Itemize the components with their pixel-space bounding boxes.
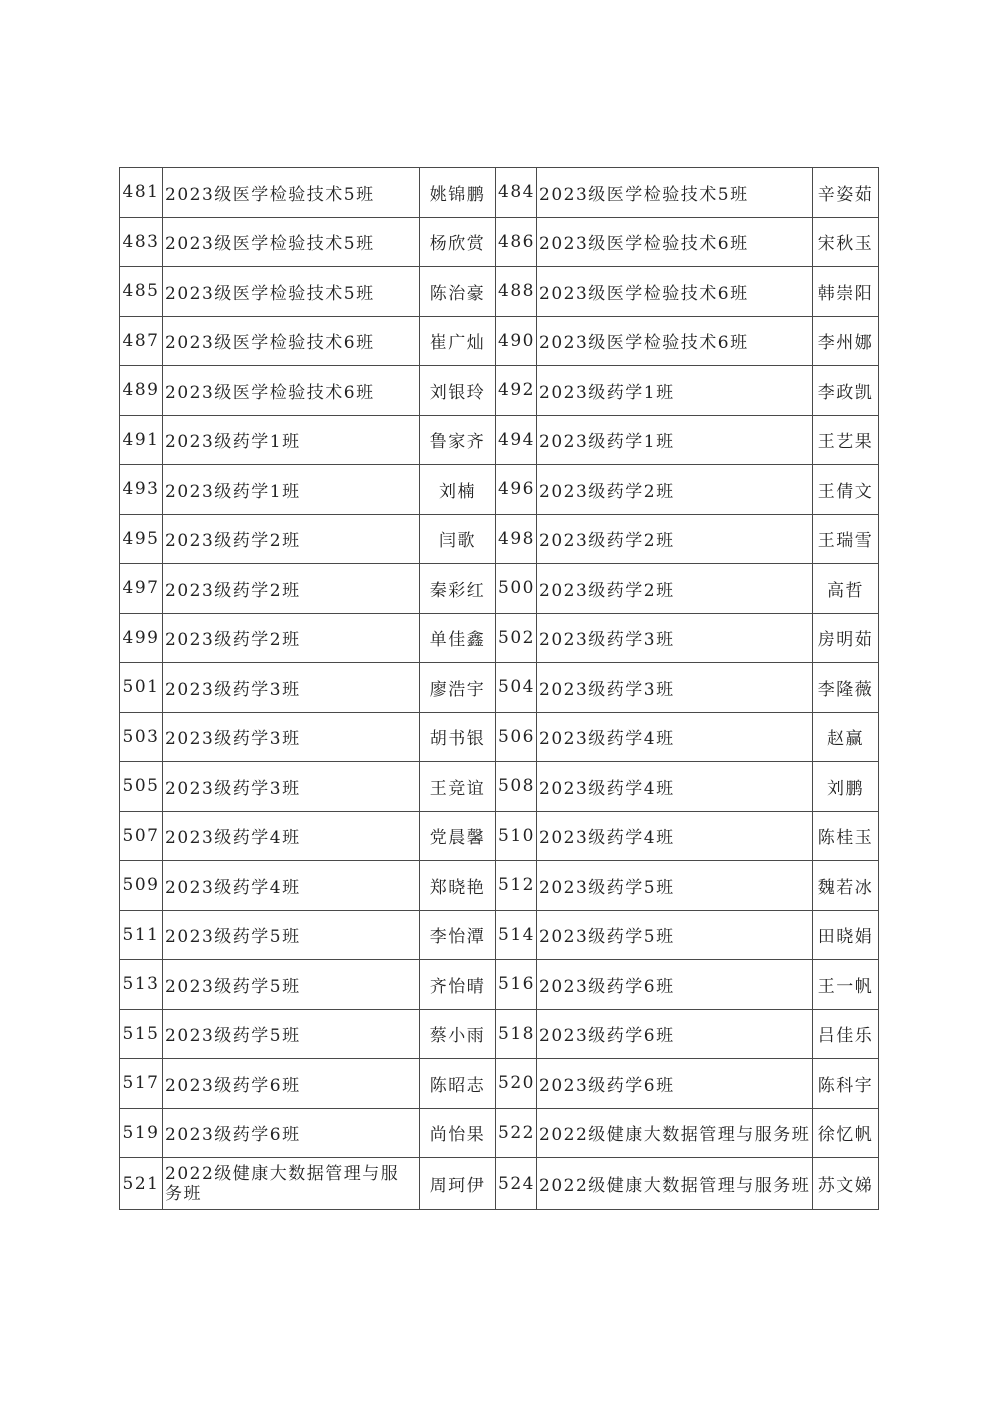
- right-class: 2023级药学5班: [537, 910, 813, 960]
- right-class: 2023级药学6班: [537, 960, 813, 1010]
- left-number: 485: [120, 267, 163, 317]
- table-row: [120, 415, 879, 465]
- right-number: 516: [496, 960, 537, 1010]
- right-student-name: 韩崇阳: [813, 267, 879, 317]
- right-student-name: 王艺果: [813, 415, 879, 465]
- right-number: 494: [496, 415, 537, 465]
- left-student-name: 刘楠: [420, 465, 496, 515]
- left-student-name: 齐怡晴: [420, 960, 496, 1010]
- right-class: 2023级医学检验技术6班: [537, 316, 813, 366]
- left-student-name: 秦彩红: [420, 564, 496, 614]
- table-row: [120, 217, 879, 267]
- left-class: 2023级药学2班: [163, 564, 420, 614]
- right-student-name: 宋秋玉: [813, 217, 879, 267]
- right-class: 2023级药学3班: [537, 663, 813, 713]
- right-number: 510: [496, 811, 537, 861]
- left-class: 2023级药学1班: [163, 415, 420, 465]
- table-row: [120, 465, 879, 515]
- left-number: 493: [120, 465, 163, 515]
- left-number: 519: [120, 1108, 163, 1158]
- right-number: 502: [496, 613, 537, 663]
- right-class: 2023级药学4班: [537, 712, 813, 762]
- right-number: 492: [496, 366, 537, 416]
- left-student-name: 陈昭志: [420, 1059, 496, 1109]
- right-class: 2023级药学6班: [537, 1059, 813, 1109]
- right-number: 486: [496, 217, 537, 267]
- left-class: 2023级药学5班: [163, 910, 420, 960]
- right-number: 506: [496, 712, 537, 762]
- left-class: 2023级药学3班: [163, 762, 420, 812]
- right-class: 2022级健康大数据管理与服务班: [537, 1158, 813, 1210]
- left-student-name: 鲁家齐: [420, 415, 496, 465]
- table-row: [120, 1158, 879, 1210]
- left-class: 2023级药学5班: [163, 1009, 420, 1059]
- right-number: 524: [496, 1158, 537, 1210]
- right-number: 490: [496, 316, 537, 366]
- right-number: 522: [496, 1108, 537, 1158]
- left-class: 2023级药学4班: [163, 861, 420, 911]
- right-number: 500: [496, 564, 537, 614]
- left-student-name: 党晨馨: [420, 811, 496, 861]
- right-student-name: 田晓娟: [813, 910, 879, 960]
- right-class: 2023级药学5班: [537, 861, 813, 911]
- left-class: 2023级药学5班: [163, 960, 420, 1010]
- table-row: [120, 168, 879, 218]
- table-row: [120, 514, 879, 564]
- student-roster-table: [119, 167, 879, 1210]
- right-student-name: 陈科宇: [813, 1059, 879, 1109]
- left-student-name: 刘银玲: [420, 366, 496, 416]
- right-class: 2023级药学1班: [537, 415, 813, 465]
- right-number: 488: [496, 267, 537, 317]
- right-number: 496: [496, 465, 537, 515]
- left-number: 481: [120, 168, 163, 218]
- right-class: 2023级药学2班: [537, 564, 813, 614]
- table-row: [120, 663, 879, 713]
- table-row: [120, 960, 879, 1010]
- left-number: 509: [120, 861, 163, 911]
- table-row: [120, 366, 879, 416]
- right-class: 2022级健康大数据管理与服务班: [537, 1108, 813, 1158]
- left-number: 513: [120, 960, 163, 1010]
- left-number: 507: [120, 811, 163, 861]
- right-student-name: 李州娜: [813, 316, 879, 366]
- left-student-name: 尚怡果: [420, 1108, 496, 1158]
- right-student-name: 刘鹏: [813, 762, 879, 812]
- right-student-name: 苏文娣: [813, 1158, 879, 1210]
- right-student-name: 李隆薇: [813, 663, 879, 713]
- left-class: 2023级药学4班: [163, 811, 420, 861]
- left-number: 515: [120, 1009, 163, 1059]
- left-class: 2023级医学检验技术5班: [163, 168, 420, 218]
- left-student-name: 杨欣赏: [420, 217, 496, 267]
- left-student-name: 廖浩宇: [420, 663, 496, 713]
- table-row: [120, 712, 879, 762]
- right-student-name: 陈桂玉: [813, 811, 879, 861]
- left-class: 2023级药学6班: [163, 1059, 420, 1109]
- right-number: 512: [496, 861, 537, 911]
- left-class: 2023级药学6班: [163, 1108, 420, 1158]
- left-number: 517: [120, 1059, 163, 1109]
- right-class: 2023级药学2班: [537, 465, 813, 515]
- left-student-name: 闫歌: [420, 514, 496, 564]
- right-student-name: 吕佳乐: [813, 1009, 879, 1059]
- right-class: 2023级药学3班: [537, 613, 813, 663]
- left-class: 2023级药学2班: [163, 514, 420, 564]
- left-class: 2023级医学检验技术6班: [163, 366, 420, 416]
- right-student-name: 王一帆: [813, 960, 879, 1010]
- left-student-name: 蔡小雨: [420, 1009, 496, 1059]
- left-number: 505: [120, 762, 163, 812]
- right-number: 520: [496, 1059, 537, 1109]
- right-student-name: 徐忆帆: [813, 1108, 879, 1158]
- left-student-name: 胡书银: [420, 712, 496, 762]
- left-number: 499: [120, 613, 163, 663]
- left-number: 497: [120, 564, 163, 614]
- left-student-name: 姚锦鹏: [420, 168, 496, 218]
- left-student-name: 单佳鑫: [420, 613, 496, 663]
- right-student-name: 房明茹: [813, 613, 879, 663]
- left-number: 521: [120, 1158, 163, 1210]
- right-class: 2023级医学检验技术5班: [537, 168, 813, 218]
- left-number: 483: [120, 217, 163, 267]
- table-row: [120, 811, 879, 861]
- right-number: 498: [496, 514, 537, 564]
- table-row: [120, 1059, 879, 1109]
- left-number: 495: [120, 514, 163, 564]
- table-row: [120, 564, 879, 614]
- right-class: 2023级医学检验技术6班: [537, 217, 813, 267]
- table-row: [120, 861, 879, 911]
- table-row: [120, 267, 879, 317]
- table-row: [120, 1108, 879, 1158]
- right-number: 518: [496, 1009, 537, 1059]
- right-student-name: 李政凯: [813, 366, 879, 416]
- left-number: 511: [120, 910, 163, 960]
- right-number: 504: [496, 663, 537, 713]
- table-row: [120, 316, 879, 366]
- table-row: [120, 762, 879, 812]
- left-class: 2023级药学2班: [163, 613, 420, 663]
- left-number: 501: [120, 663, 163, 713]
- left-student-name: 王竞谊: [420, 762, 496, 812]
- right-student-name: 高哲: [813, 564, 879, 614]
- right-student-name: 辛姿茹: [813, 168, 879, 218]
- roster-body: [120, 168, 879, 1210]
- left-student-name: 陈治豪: [420, 267, 496, 317]
- right-student-name: 王倩文: [813, 465, 879, 515]
- left-class: 2023级药学3班: [163, 712, 420, 762]
- right-class: 2023级药学4班: [537, 811, 813, 861]
- left-number: 503: [120, 712, 163, 762]
- right-class: 2023级药学6班: [537, 1009, 813, 1059]
- left-class: 2023级医学检验技术6班: [163, 316, 420, 366]
- left-class: 2023级药学1班: [163, 465, 420, 515]
- table-row: [120, 910, 879, 960]
- left-class: 2023级医学检验技术5班: [163, 267, 420, 317]
- right-number: 514: [496, 910, 537, 960]
- right-student-name: 王瑞雪: [813, 514, 879, 564]
- right-class: 2023级药学4班: [537, 762, 813, 812]
- right-class: 2023级药学1班: [537, 366, 813, 416]
- left-student-name: 崔广灿: [420, 316, 496, 366]
- left-number: 489: [120, 366, 163, 416]
- right-student-name: 魏若冰: [813, 861, 879, 911]
- table-row: [120, 613, 879, 663]
- table-row: [120, 1009, 879, 1059]
- left-class: 2022级健康大数据管理与服务班: [163, 1158, 420, 1210]
- left-number: 491: [120, 415, 163, 465]
- right-number: 484: [496, 168, 537, 218]
- right-class: 2023级医学检验技术6班: [537, 267, 813, 317]
- left-student-name: 郑晓艳: [420, 861, 496, 911]
- left-number: 487: [120, 316, 163, 366]
- right-number: 508: [496, 762, 537, 812]
- left-class: 2023级医学检验技术5班: [163, 217, 420, 267]
- left-class: 2023级药学3班: [163, 663, 420, 713]
- right-class: 2023级药学2班: [537, 514, 813, 564]
- left-student-name: 周珂伊: [420, 1158, 496, 1210]
- right-student-name: 赵赢: [813, 712, 879, 762]
- left-student-name: 李怡潭: [420, 910, 496, 960]
